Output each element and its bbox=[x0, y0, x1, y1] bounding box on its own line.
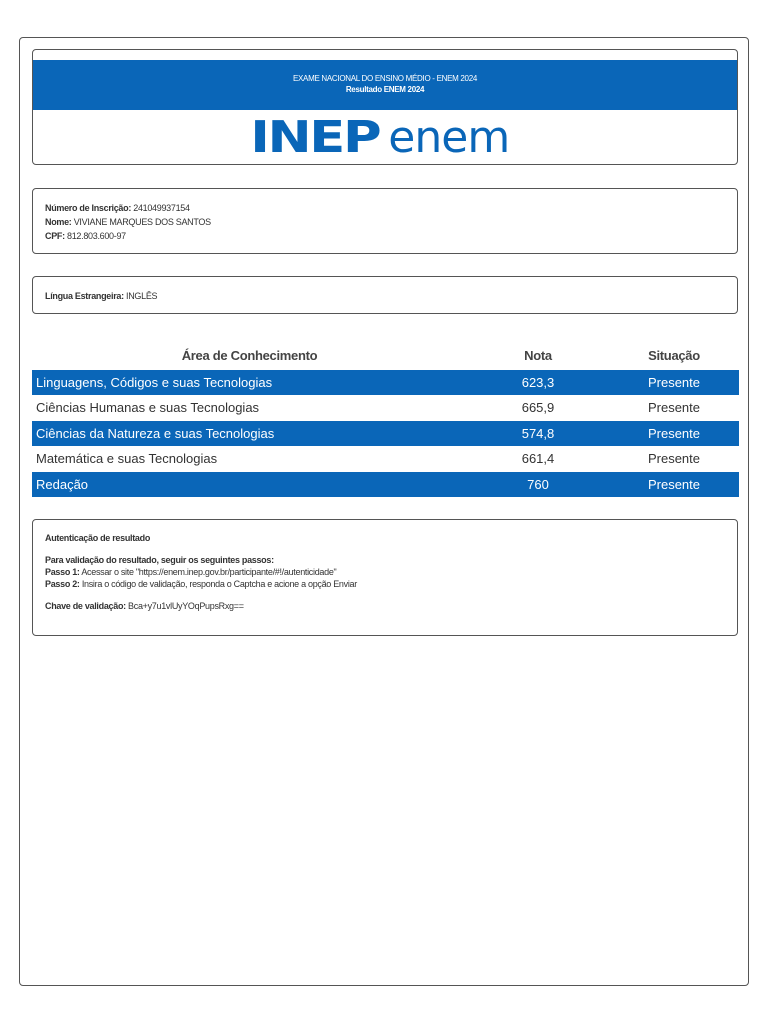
validation-key-value: Bca+y7u1vlUyYOqPupsRxg== bbox=[128, 601, 244, 611]
nota-cell: 665,9 bbox=[467, 395, 609, 421]
table-row bbox=[32, 421, 739, 447]
situacao-cell: Presente bbox=[609, 421, 739, 447]
inscricao-value: 241049937154 bbox=[133, 203, 190, 213]
nota-cell: 574,8 bbox=[467, 421, 609, 447]
situacao-cell: Presente bbox=[609, 472, 739, 498]
inscricao-label: Número de Inscrição: bbox=[45, 203, 132, 213]
inep-logo: INEP bbox=[250, 112, 380, 163]
header-nota: Nota bbox=[524, 347, 552, 363]
step-2-text: Insira o código de validação, responda o Captcha e acione a opção Enviar bbox=[81, 579, 357, 589]
results-table bbox=[32, 340, 739, 497]
situacao-cell: Presente bbox=[609, 446, 739, 472]
header-area: Área de Conhecimento bbox=[181, 347, 318, 363]
result-title: Resultado ENEM 2024 bbox=[345, 85, 425, 94]
exam-title: EXAME NACIONAL DO ENSINO MÉDIO - ENEM 2024 bbox=[292, 74, 478, 83]
area-cell: Linguagens, Códigos e suas Tecnologias bbox=[32, 370, 467, 395]
nome-line bbox=[45, 215, 725, 229]
spacer bbox=[45, 590, 725, 600]
situacao-cell: Presente bbox=[609, 395, 739, 421]
inscricao-line bbox=[45, 201, 725, 215]
logo-row bbox=[33, 110, 737, 165]
validation-key-line bbox=[45, 600, 725, 612]
table-row bbox=[32, 472, 739, 498]
nome-label: Nome: bbox=[45, 217, 72, 227]
auth-title: Autenticação de resultado bbox=[45, 533, 151, 543]
steps-title: Para validação do resultado, seguir os seguintes passos: bbox=[45, 555, 274, 565]
area-cell: Ciências da Natureza e suas Tecnologias bbox=[32, 421, 467, 447]
step-2 bbox=[45, 578, 725, 590]
area-cell: Matemática e suas Tecnologias bbox=[32, 446, 467, 472]
situacao-cell: Presente bbox=[609, 370, 739, 395]
cpf-line bbox=[45, 229, 725, 243]
language-value: INGLÊS bbox=[126, 291, 158, 301]
step-1 bbox=[45, 566, 725, 578]
authentication-box bbox=[32, 519, 738, 636]
cpf-label: CPF: bbox=[45, 231, 65, 241]
step-1-label: Passo 1: bbox=[45, 567, 80, 577]
page-frame bbox=[19, 37, 749, 986]
area-cell: Redação bbox=[32, 472, 467, 498]
results-header-row bbox=[32, 340, 739, 370]
language-label: Língua Estrangeira: bbox=[45, 291, 124, 301]
header-situacao: Situação bbox=[648, 347, 700, 363]
language-box bbox=[32, 276, 738, 314]
nota-cell: 760 bbox=[467, 472, 609, 498]
candidate-info-box bbox=[32, 188, 738, 254]
nota-cell: 661,4 bbox=[467, 446, 609, 472]
header-band bbox=[33, 60, 737, 110]
nome-value: VIVIANE MARQUES DOS SANTOS bbox=[73, 217, 211, 227]
table-row bbox=[32, 395, 739, 421]
cpf-value: 812.803.600-97 bbox=[67, 231, 126, 241]
step-2-label: Passo 2: bbox=[45, 579, 80, 589]
header-box bbox=[32, 49, 738, 165]
nota-cell: 623,3 bbox=[467, 370, 609, 395]
step-1-text: Acessar o site "https://enem.inep.gov.br/participante/#!/autenticidade" bbox=[81, 567, 337, 577]
table-row bbox=[32, 370, 739, 395]
table-row bbox=[32, 446, 739, 472]
area-cell: Ciências Humanas e suas Tecnologias bbox=[32, 395, 467, 421]
validation-key-label: Chave de validação: bbox=[45, 601, 126, 611]
enem-logo: enem bbox=[388, 112, 510, 163]
